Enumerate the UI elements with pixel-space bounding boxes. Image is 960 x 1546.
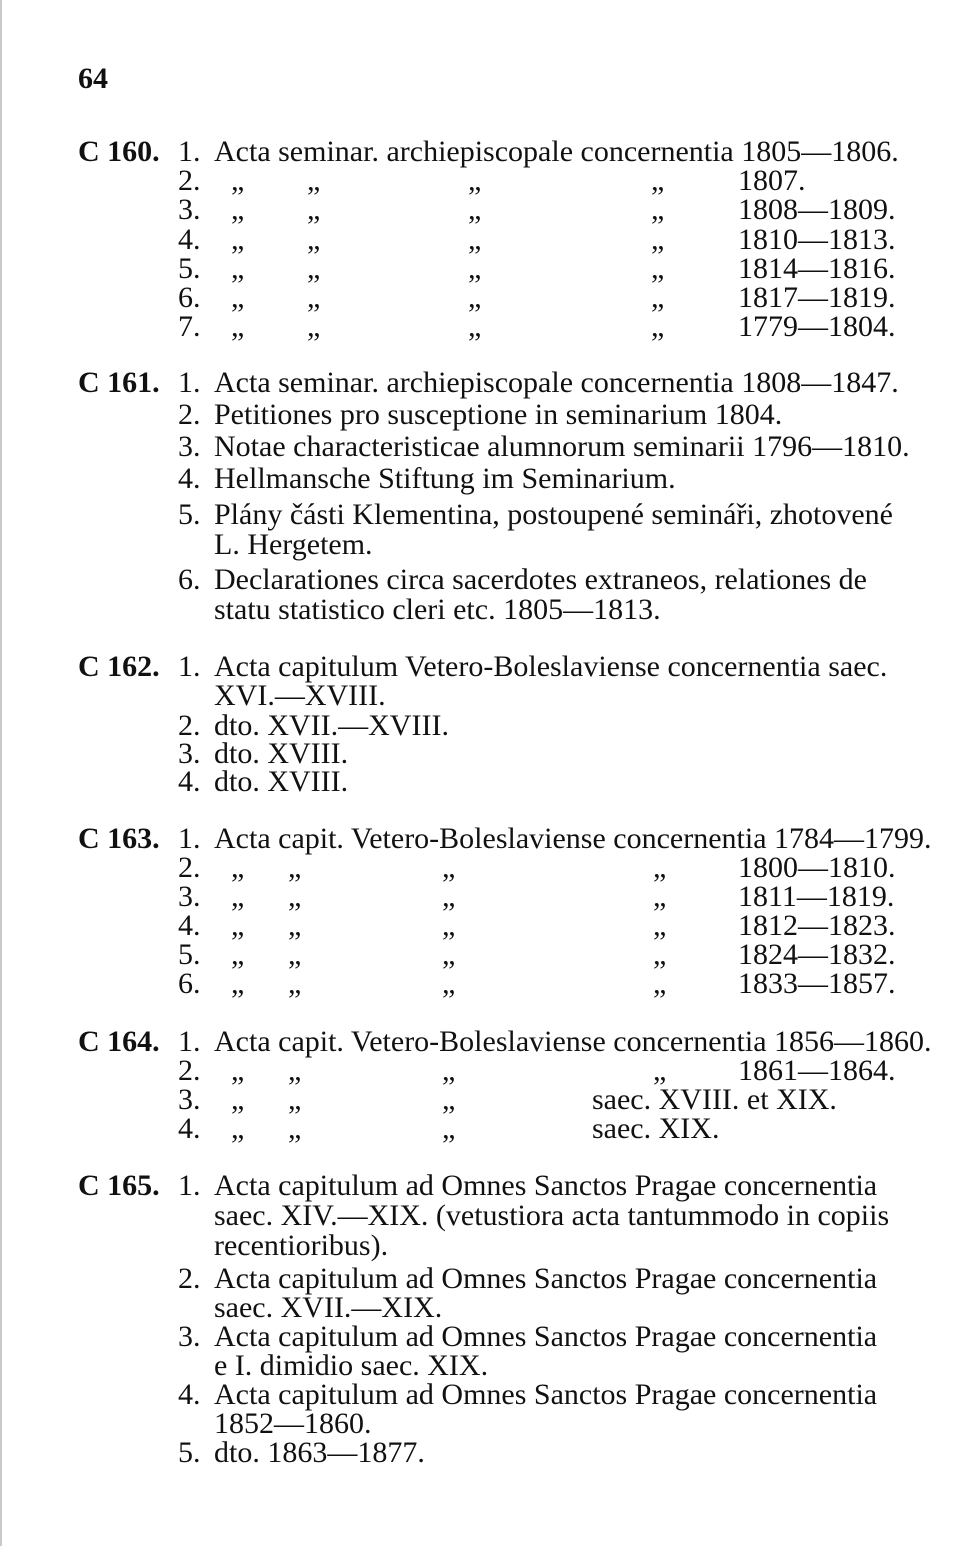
ditto-mark: „ [288,938,302,971]
item-number: 6. [178,281,201,314]
ditto-mark: „ [307,223,321,256]
entry-label-c165: C 165. [78,1169,160,1202]
item-text-continued: saec. XIV.—XIX. (vetustiora acta tantummodo in copiis [214,1199,890,1232]
item-text: Acta capit. Vetero-Boleslaviense concernentia 1856—1860. [214,1025,932,1058]
item-number: 5. [178,252,201,285]
ditto-mark: „ [231,938,245,971]
item-text: dto. XVIII. [214,765,349,798]
ditto-mark: „ [442,967,456,1000]
ditto-mark: „ [307,164,321,197]
entry-label-c162: C 162. [78,650,160,683]
item-number: 2. [178,709,201,742]
item-number: 2. [178,1054,201,1087]
item-text: Plány části Klementina, postoupené semináři, zhotovené [214,498,893,531]
item-year: 1810—1813. [738,223,896,256]
ditto-mark: „ [231,310,245,343]
item-text-continued: saec. XVII.—XIX. [214,1291,443,1324]
ditto-mark: „ [307,281,321,314]
item-number: 4. [178,765,201,798]
entry-label-c164: C 164. [78,1025,160,1058]
item-text: Acta capitulum ad Omnes Sanctos Pragae concernentia [214,1378,878,1411]
ditto-mark: „ [651,193,665,226]
item-text: Acta capitulum ad Omnes Sanctos Pragae concernentia [214,1320,878,1353]
item-number: 4. [178,909,201,942]
item-text: Acta capitulum Vetero-Boleslaviense concernentia saec. [214,650,888,683]
ditto-mark: „ [653,1054,667,1087]
ditto-mark: „ [468,252,482,285]
item-number: 2. [178,398,201,431]
item-number: 2. [178,1262,201,1295]
ditto-mark: „ [288,909,302,942]
ditto-mark: „ [288,1054,302,1087]
ditto-mark: „ [288,967,302,1000]
ditto-mark: „ [442,851,456,884]
item-number: 7. [178,310,201,343]
ditto-mark: „ [288,1112,302,1145]
item-number: 6. [178,563,201,596]
ditto-mark: „ [231,967,245,1000]
item-text-continued: L. Hergetem. [214,528,373,561]
ditto-mark: „ [468,193,482,226]
entry-label-c160: C 160. [78,135,160,168]
item-text: Notae characteristicae alumnorum seminarii 1796—1810. [214,430,910,463]
ditto-mark: „ [231,281,245,314]
item-year: 1833—1857. [738,967,896,1000]
item-number: 6. [178,967,201,1000]
item-number: 4. [178,1112,201,1145]
ditto-mark: „ [231,164,245,197]
item-number: 1. [178,1169,201,1202]
ditto-mark: „ [307,252,321,285]
item-text-continued: XVI.—XVIII. [214,679,386,712]
item-year: 1812—1823. [738,909,896,942]
item-number: 2. [178,851,201,884]
item-number: 4. [178,1378,201,1411]
ditto-mark: „ [288,880,302,913]
ditto-mark: „ [651,223,665,256]
item-number: 1. [178,822,201,855]
item-text: Acta capitulum ad Omnes Sanctos Pragae concernentia [214,1169,878,1202]
item-text: saec. XIX. [592,1112,720,1145]
item-text: Acta seminar. archiepiscopale concernentia 1805—1806. [214,135,899,168]
ditto-mark: „ [231,851,245,884]
ditto-mark: „ [468,310,482,343]
ditto-mark: „ [231,1112,245,1145]
ditto-mark: „ [653,851,667,884]
ditto-mark: „ [442,880,456,913]
item-text: dto. XVII.—XVIII. [214,709,449,742]
ditto-mark: „ [651,164,665,197]
ditto-mark: „ [653,938,667,971]
ditto-mark: „ [651,281,665,314]
ditto-mark: „ [442,1112,456,1145]
item-number: 5. [178,1436,201,1469]
ditto-mark: „ [651,252,665,285]
ditto-mark: „ [231,252,245,285]
item-number: 1. [178,135,201,168]
ditto-mark: „ [231,1083,245,1116]
item-number: 4. [178,223,201,256]
entry-label-c161: C 161. [78,366,160,399]
item-number: 3. [178,880,201,913]
ditto-mark: „ [442,1054,456,1087]
item-text: Acta capitulum ad Omnes Sanctos Pragae concernentia [214,1262,878,1295]
item-text: Declarationes circa sacerdotes extraneos, relationes de [214,563,867,596]
item-year: 1817—1819. [738,281,896,314]
item-year: 1800—1810. [738,851,896,884]
item-text: Acta seminar. archiepiscopale concernentia 1808—1847. [214,366,899,399]
item-year: 1861—1864. [738,1054,896,1087]
ditto-mark: „ [288,851,302,884]
ditto-mark: „ [653,909,667,942]
ditto-mark: „ [442,938,456,971]
item-text: dto. 1863—1877. [214,1436,425,1469]
item-text: Acta capit. Vetero-Boleslaviense concernentia 1784—1799. [214,822,932,855]
item-text-continued: statu statistico cleri etc. 1805—1813. [214,593,661,626]
item-number: 5. [178,498,201,531]
item-number: 1. [178,366,201,399]
ditto-mark: „ [231,880,245,913]
ditto-mark: „ [468,281,482,314]
ditto-mark: „ [468,164,482,197]
item-number: 5. [178,938,201,971]
item-number: 3. [178,1083,201,1116]
ditto-mark: „ [231,909,245,942]
ditto-mark: „ [653,967,667,1000]
ditto-mark: „ [651,310,665,343]
item-text: Petitiones pro susceptione in seminarium 1804. [214,398,783,431]
page-number: 64 [78,62,108,95]
item-number: 3. [178,737,201,770]
item-number: 1. [178,1025,201,1058]
item-number: 3. [178,430,201,463]
item-number: 2. [178,164,201,197]
item-number: 3. [178,193,201,226]
item-year: 1807. [738,164,806,197]
ditto-mark: „ [468,223,482,256]
item-year: 1779—1804. [738,310,896,343]
item-year: 1814—1816. [738,252,896,285]
ditto-mark: „ [442,909,456,942]
ditto-mark: „ [231,223,245,256]
item-text: saec. XVIII. et XIX. [592,1083,837,1116]
item-year: 1824—1832. [738,938,896,971]
entry-label-c163: C 163. [78,822,160,855]
ditto-mark: „ [442,1083,456,1116]
item-text-continued: e I. dimidio saec. XIX. [214,1349,489,1382]
item-year: 1811—1819. [738,880,895,913]
item-text-continued: recentioribus). [214,1229,389,1262]
ditto-mark: „ [653,880,667,913]
item-text: dto. XVIII. [214,737,349,770]
item-number: 3. [178,1320,201,1353]
ditto-mark: „ [307,310,321,343]
item-year: 1808—1809. [738,193,896,226]
item-text: Hellmansche Stiftung im Seminarium. [214,462,676,495]
item-number: 4. [178,462,201,495]
item-text-continued: 1852—1860. [214,1407,372,1440]
ditto-mark: „ [307,193,321,226]
ditto-mark: „ [231,1054,245,1087]
ditto-mark: „ [231,193,245,226]
ditto-mark: „ [288,1083,302,1116]
item-number: 1. [178,650,201,683]
